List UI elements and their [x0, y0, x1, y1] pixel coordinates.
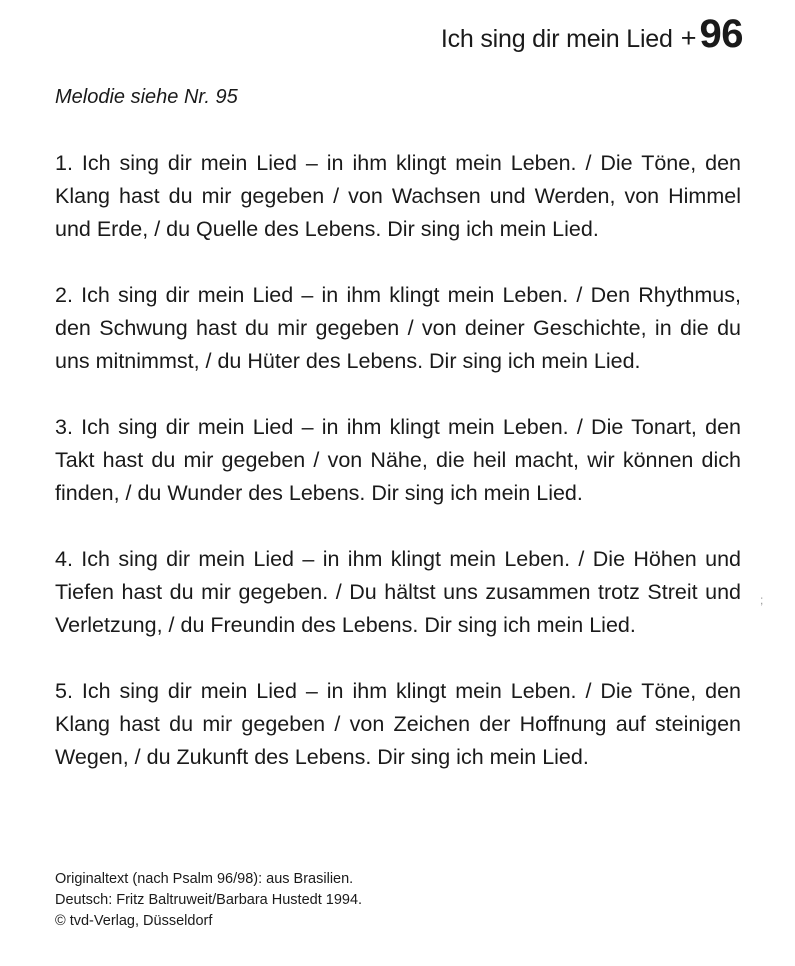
plus-sign: + [680, 23, 697, 53]
verse-4: 4. Ich sing dir mein Lied – in ihm klingt mein Leben. / Die Höhen und Tiefen hast du mir gegeben. / Du hältst uns zusammen trotz Streit und Verletzung, / du Freundin des Lebens. Dir sing ich mein Lied. [55, 547, 741, 637]
credit-german: Deutsch: Fritz Baltruweit/Barbara Hustedt 1994. [55, 892, 363, 908]
margin-mark: ; [760, 593, 764, 607]
credits [55, 869, 362, 932]
song-header [441, 12, 743, 57]
verse-5: 5. Ich sing dir mein Lied – in ihm klingt mein Leben. / Die Töne, den Klang hast du mir gegeben / von Zeichen der Hoffnung auf steinigen Wegen, / du Zukunft des Lebens. Dir sing ich mein Lied. [55, 679, 741, 769]
verse-2: 2. Ich sing dir mein Lied – in ihm klingt mein Leben. / Den Rhythmus, den Schwung hast du mir gegeben / von deiner Geschichte, in die du uns mitnimmst, / du Hüter des Lebens. Dir sing ich mein Lied. [55, 283, 741, 373]
song-number: 96 [699, 12, 743, 56]
credit-original: Originaltext (nach Psalm 96/98): aus Brasilien. [55, 871, 354, 887]
melody-note: Melodie siehe Nr. 95 [55, 86, 238, 108]
credit-copyright: © tvd-Verlag, Düsseldorf [55, 913, 213, 929]
song-title: Ich sing dir mein Lied [440, 25, 673, 53]
verses [55, 147, 741, 807]
verse-3: 3. Ich sing dir mein Lied – in ihm klingt mein Leben. / Die Tonart, den Takt hast du mir gegeben / von Nähe, die heil macht, wir können dich finden, / du Wunder des Lebens. Dir sing ich mein Lied. [55, 415, 741, 505]
verse-1: 1. Ich sing dir mein Lied – in ihm klingt mein Leben. / Die Töne, den Klang hast du mir gegeben / von Wachsen und Werden, von Himmel und Erde, / du Quelle des Lebens. Dir sing ich mein Lied. [55, 151, 741, 241]
